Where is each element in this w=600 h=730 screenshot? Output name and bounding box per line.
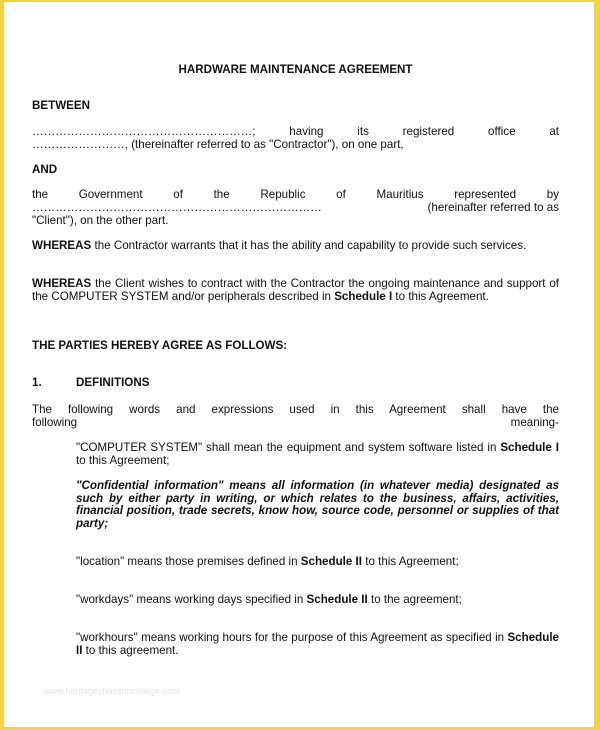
- schedule-ref: Schedule II: [76, 631, 559, 657]
- definition-end: to this agreement.: [82, 643, 179, 657]
- document-title: HARDWARE MAINTENANCE AGREEMENT: [178, 63, 413, 76]
- definitions-intro-line-1: The following words and expressions used in this Agreement shall have the: [32, 403, 559, 416]
- definitions-intro-line-2: [32, 417, 559, 430]
- and-heading: AND: [32, 163, 58, 176]
- contractor-line-1: …………………………………………………; having its registered office at: [32, 125, 559, 138]
- intro-following: following: [32, 416, 78, 429]
- watermark: www.heritagechristiancollege.com: [44, 686, 180, 696]
- between-heading: BETWEEN: [32, 99, 90, 112]
- client-line-1: the Government of the Republic of Mauritius represented by: [32, 188, 559, 201]
- section-heading: [32, 377, 559, 390]
- definition-location: [76, 556, 559, 569]
- whereas-label: WHEREAS: [32, 239, 92, 252]
- whereas-paragraph-1: [32, 240, 559, 253]
- parties-heading: THE PARTIES HEREBY AGREE AS FOLLOWS:: [32, 339, 288, 352]
- definition-end: to this Agreement;: [76, 453, 170, 467]
- definition-text: "location" means those premises defined in: [76, 555, 301, 568]
- client-line-2: [32, 202, 559, 215]
- section-number: 1.: [32, 376, 42, 389]
- whereas-end: to this Agreement.: [392, 289, 489, 303]
- definition-end: to this Agreement;: [362, 555, 459, 568]
- schedule-ref: Schedule II: [300, 555, 362, 568]
- whereas-paragraph-2: [32, 278, 559, 303]
- definition-end: to the agreement;: [367, 593, 462, 606]
- whereas-text: the Client wishes to contract with the Contractor the ongoing maintenance and support of the COMPUTER SYSTEM and/or peripherals described in: [32, 277, 559, 303]
- definition-text: "workhours" means working hours for the purpose of this Agreement as specified in: [76, 631, 508, 644]
- schedule-ref: Schedule I: [334, 289, 393, 303]
- intro-meaning: meaning-: [510, 416, 559, 429]
- definition-workhours: [76, 632, 559, 657]
- whereas-label: WHEREAS: [32, 277, 92, 290]
- definition-workdays: [76, 594, 559, 607]
- definition-computer-system: [76, 442, 559, 467]
- client-line-3: "Client"), on the other part.: [32, 214, 169, 227]
- schedule-ref: Schedule I: [500, 441, 559, 454]
- definition-confidential-information: "Confidential information" means all information (in whatever media) designated as such by either party in writing, or which relates to the business, affairs, activities, financial position, trade secrets, know how, source code, personnel or supplies of that party;: [76, 479, 559, 530]
- section-title: DEFINITIONS: [76, 376, 150, 389]
- contractor-line-2: ……………………, (thereinafter referred to as "Contractor"), on one part,: [32, 138, 404, 151]
- client-dots: …………………………………………………………………: [32, 201, 322, 214]
- definition-text: "COMPUTER SYSTEM" shall mean the equipment and system software listed in: [76, 441, 501, 454]
- schedule-ref: Schedule II: [306, 593, 368, 606]
- definition-text: "workdays" means working days specified in: [76, 593, 307, 606]
- whereas-text: the Contractor warrants that it has the ability and capability to provide such services.: [91, 239, 527, 252]
- document-page: [4, 2, 594, 727]
- client-hereinafter: (hereinafter referred to as: [427, 201, 559, 214]
